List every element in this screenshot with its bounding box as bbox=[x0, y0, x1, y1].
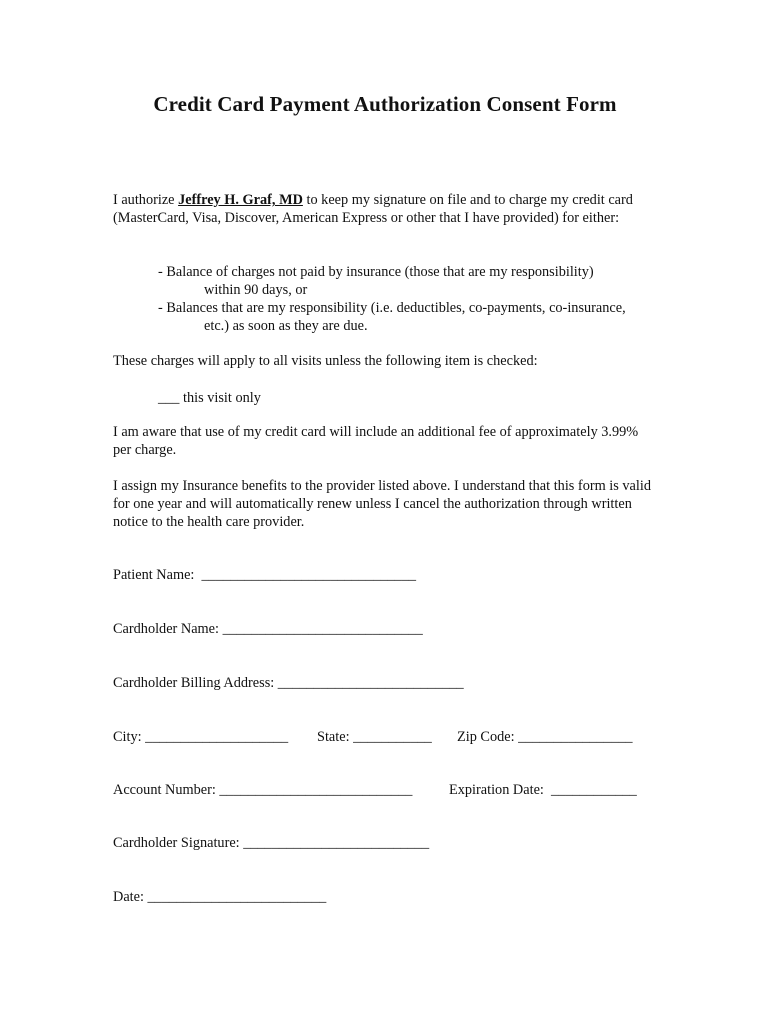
charges-note-text: These charges will apply to all visits unless the following item is checked: bbox=[113, 353, 538, 369]
assign-note-text: I assign my Insurance benefits to the provider listed above. I understand that this form is valid for one year and will automatically renew unless I cancel the authorization through written notice to the health care provider. bbox=[113, 478, 651, 530]
fee-note-text: I am aware that use of my credit card will include an additional fee of approximately 3.99% per charge. bbox=[113, 424, 639, 458]
bullet-line: - Balances that are my responsibility (i.e. deductibles, co-payments, co-insurance, bbox=[158, 300, 626, 316]
bullet-continuation: within 90 days, or bbox=[204, 281, 308, 298]
bullet-item bbox=[158, 300, 678, 336]
bullet-line: - Balance of charges not paid by insurance (those that are my responsibility) bbox=[158, 264, 594, 280]
state-field[interactable]: State: ___________ bbox=[317, 729, 432, 745]
assign-note bbox=[113, 478, 658, 531]
charges-note bbox=[113, 353, 673, 371]
patient-name-field[interactable]: Patient Name: ______________________________ bbox=[113, 567, 416, 583]
date-field[interactable]: Date: _________________________ bbox=[113, 889, 327, 905]
this-visit-only-checkbox[interactable]: ___ this visit only bbox=[158, 390, 261, 406]
expiration-date-field[interactable]: Expiration Date: ____________ bbox=[449, 782, 637, 798]
page-title: Credit Card Payment Authorization Consent Form bbox=[153, 92, 617, 116]
bullet-continuation: etc.) as soon as they are due. bbox=[204, 317, 368, 334]
provider-name: Jeffrey H. Graf, MD bbox=[178, 192, 303, 208]
intro-after: to keep my signature on file and to charge my credit card (MasterCard, Visa, Discover, American Express or other that I have provided) for either: bbox=[113, 192, 633, 226]
city-field[interactable]: City: ____________________ bbox=[113, 729, 289, 745]
authorization-paragraph bbox=[113, 192, 673, 228]
bullet-item bbox=[158, 264, 678, 300]
cardholder-name-field[interactable]: Cardholder Name: ____________________________ bbox=[113, 621, 423, 637]
billing-address-field[interactable]: Cardholder Billing Address: __________________________ bbox=[113, 675, 464, 691]
signature-field[interactable]: Cardholder Signature: __________________________ bbox=[113, 835, 430, 851]
account-number-field[interactable]: Account Number: ___________________________ bbox=[113, 782, 413, 798]
zip-code-field[interactable]: Zip Code: ________________ bbox=[457, 729, 633, 745]
intro-before: I authorize bbox=[113, 192, 179, 208]
fee-note bbox=[113, 424, 643, 460]
